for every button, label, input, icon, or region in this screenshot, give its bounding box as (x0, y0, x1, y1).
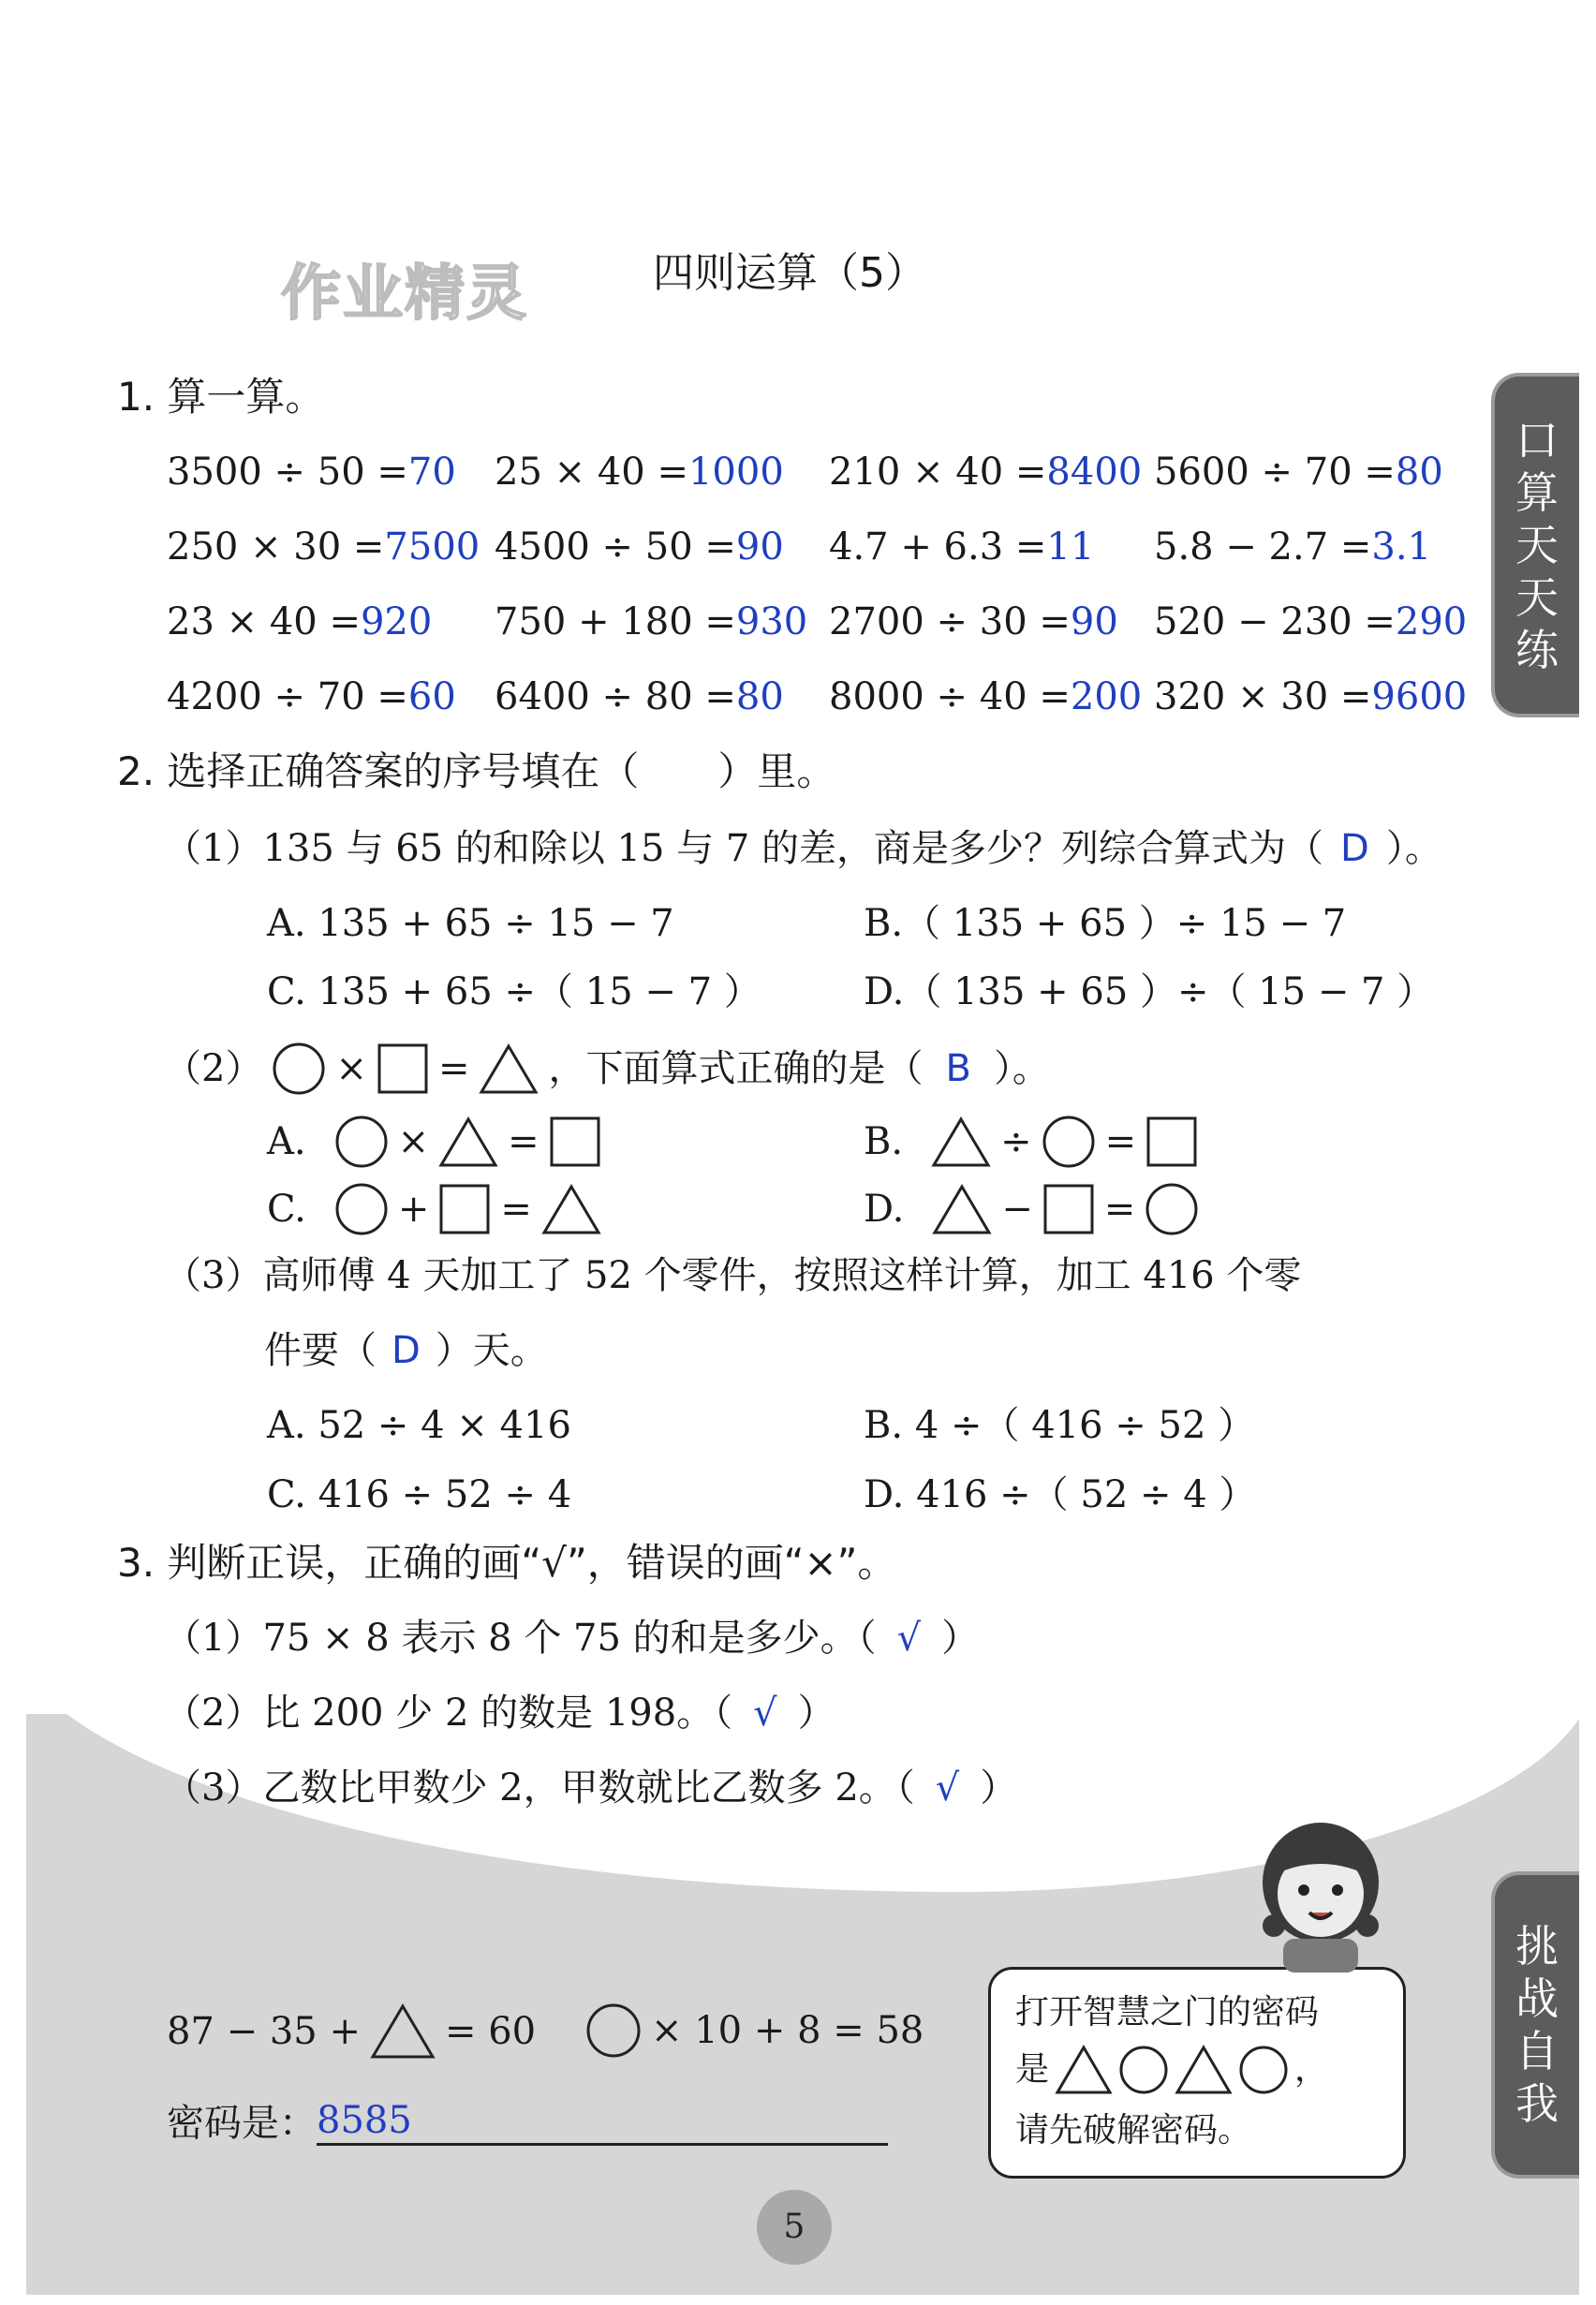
q1-item (1154, 674, 1467, 719)
q1-answer: 7500 (384, 525, 480, 569)
side-tab-daily-practice: 口 算 天 天 练 (1491, 373, 1579, 717)
triangle-icon (932, 1183, 992, 1235)
q1-answer: 80 (735, 675, 784, 718)
q3-item-1: （1）75 × 8 表示 8 个 75 的和是多少。（ √ ） (164, 1617, 980, 1660)
q2-p2-answer: B (945, 1047, 971, 1090)
q2-p3-stem: （3）高师傅 4 天加工了 52 个零件，按照这样计算，加工 416 个零 (164, 1254, 1302, 1297)
q1-item (495, 525, 784, 569)
q2-p1-option-a: A. 135 + 65 ÷ 15 − 7 (267, 902, 674, 945)
q1-item (167, 450, 456, 495)
q1-answer: 90 (735, 525, 784, 569)
square-icon (438, 1183, 491, 1235)
triangle-icon (370, 2002, 436, 2061)
q1-answer: 200 (1070, 675, 1143, 718)
q1-answer: 1000 (687, 451, 784, 494)
q1-item (829, 525, 1094, 569)
circle-icon (272, 1042, 326, 1096)
password-answer: 8585 (317, 2098, 888, 2146)
q2-p1-answer: D (1340, 827, 1369, 870)
q1-answer: 80 (1395, 451, 1443, 494)
hint-speech-bubble: 打开智慧之门的密码 是 ， 请先破解密码。 (988, 1967, 1406, 2179)
q1-answer: 8400 (1046, 451, 1143, 494)
q3-item-2-answer: √ (753, 1692, 777, 1735)
q1-item (1154, 525, 1431, 569)
q1-item (495, 599, 807, 644)
q1-expression: 5.8 − 2.7 = (1154, 525, 1372, 569)
q3-item-1-answer: √ (896, 1617, 922, 1660)
q2-p1-option-b: B.（ 135 + 65 ）÷ 15 − 7 (864, 902, 1347, 945)
q2-p3-answer: D (392, 1329, 421, 1372)
page-number: 5 (757, 2190, 832, 2265)
q3-item-3-answer: √ (935, 1766, 960, 1810)
q1-heading: 1. 算一算。 (117, 374, 325, 420)
q2-p3-stem-line2: 件要（ D ）天。 (264, 1329, 548, 1372)
q1-item (1154, 599, 1467, 644)
q2-p2-stem: （2） × = ，下面算式正确的是（ B ）。 (164, 1042, 1050, 1096)
q1-expression: 2700 ÷ 30 = (829, 600, 1071, 643)
circle-icon (1042, 1115, 1096, 1169)
triangle-icon (1175, 2045, 1233, 2095)
circle-icon (1145, 1182, 1199, 1236)
q1-expression: 6400 ÷ 80 = (495, 675, 736, 718)
watermark: 作业精灵 (281, 259, 528, 329)
q1-expression: 4200 ÷ 70 = (167, 675, 408, 718)
q2-p1-stem: （1）135 与 65 的和除以 15 与 7 的差，商是多少？列综合算式为（ D ）。 (164, 827, 1442, 870)
q2-p2-option: A. × = (267, 1115, 601, 1169)
q2-p3-option-b: B. 4 ÷（ 416 ÷ 52 ） (864, 1404, 1256, 1447)
q1-answer: 60 (407, 675, 456, 718)
q1-answer: 3.1 (1371, 525, 1432, 569)
challenge-equation-2: × 10 + 8 = 58 (585, 2002, 924, 2059)
triangle-icon (438, 1116, 498, 1168)
q1-expression: 210 × 40 = (829, 451, 1047, 494)
q1-item (829, 599, 1118, 644)
q1-item (167, 674, 456, 719)
triangle-icon (931, 1116, 991, 1168)
girl-illustration-icon (1236, 1808, 1405, 1976)
q1-expression: 4.7 + 6.3 = (829, 525, 1047, 569)
circle-icon (1118, 2045, 1169, 2095)
password-line: 密码是： 8585 (167, 2098, 888, 2146)
q1-expression: 4500 ÷ 50 = (495, 525, 736, 569)
q2-p3-option-d: D. 416 ÷（ 52 ÷ 4 ） (864, 1473, 1257, 1516)
circle-icon (1238, 2045, 1289, 2095)
q1-expression: 750 + 180 = (495, 600, 736, 643)
circle-icon (334, 1182, 389, 1236)
q1-item (829, 674, 1142, 719)
challenge-equation-1: 87 − 35 + = 60 (167, 2002, 536, 2061)
q2-p2-option: D. − = (864, 1182, 1199, 1236)
q1-answer: 290 (1395, 600, 1468, 643)
q1-expression: 320 × 30 = (1154, 675, 1372, 718)
q1-answer: 9600 (1371, 675, 1468, 718)
q3-item-3: （3）乙数比甲数少 2，甲数就比乙数多 2。（ √ ） (164, 1766, 1018, 1810)
q1-expression: 5600 ÷ 70 = (1154, 451, 1396, 494)
q1-answer: 90 (1070, 600, 1118, 643)
q1-expression: 520 − 230 = (1154, 600, 1396, 643)
q1-answer: 70 (407, 451, 456, 494)
square-icon (1042, 1183, 1095, 1235)
square-icon (549, 1116, 601, 1168)
q2-p3-option-c: C. 416 ÷ 52 ÷ 4 (267, 1473, 572, 1516)
side-tab-challenge: 挑 战 自 我 (1491, 1871, 1579, 2179)
q1-answer: 930 (735, 600, 808, 643)
circle-icon (585, 2002, 642, 2059)
q1-item (495, 674, 784, 719)
triangle-icon (479, 1042, 539, 1095)
q3-item-2: （2）比 200 少 2 的数是 198。（ √ ） (164, 1692, 835, 1735)
q1-item (1154, 450, 1443, 495)
q1-expression: 250 × 30 = (167, 525, 385, 569)
q1-expression: 3500 ÷ 50 = (167, 451, 408, 494)
q2-heading: 2. 选择正确答案的序号填在（ ）里。 (117, 748, 836, 794)
q1-expression: 23 × 40 = (167, 600, 361, 643)
triangle-icon (541, 1183, 601, 1235)
square-icon (377, 1042, 429, 1095)
q3-heading: 3. 判断正误，正确的画“√”，错误的画“×”。 (117, 1540, 897, 1586)
circle-icon (334, 1115, 389, 1169)
page-title: 四则运算（5） (653, 249, 926, 297)
q1-item (167, 525, 480, 569)
q1-answer: 11 (1046, 525, 1095, 569)
q2-p2-option: B. ÷ = (864, 1115, 1198, 1169)
q1-item (495, 450, 784, 495)
q1-expression: 8000 ÷ 40 = (829, 675, 1071, 718)
q2-p3-option-a: A. 52 ÷ 4 × 416 (267, 1404, 571, 1447)
q2-p2-option: C. + = (267, 1182, 601, 1236)
square-icon (1145, 1116, 1198, 1168)
q1-item (829, 450, 1142, 495)
q2-p1-option-d: D.（ 135 + 65 ）÷（ 15 − 7 ） (864, 970, 1435, 1013)
q1-item (167, 599, 432, 644)
q1-answer: 920 (360, 600, 433, 643)
triangle-icon (1055, 2045, 1113, 2095)
q1-expression: 25 × 40 = (495, 451, 688, 494)
q2-p1-option-c: C. 135 + 65 ÷（ 15 − 7 ） (267, 970, 761, 1013)
